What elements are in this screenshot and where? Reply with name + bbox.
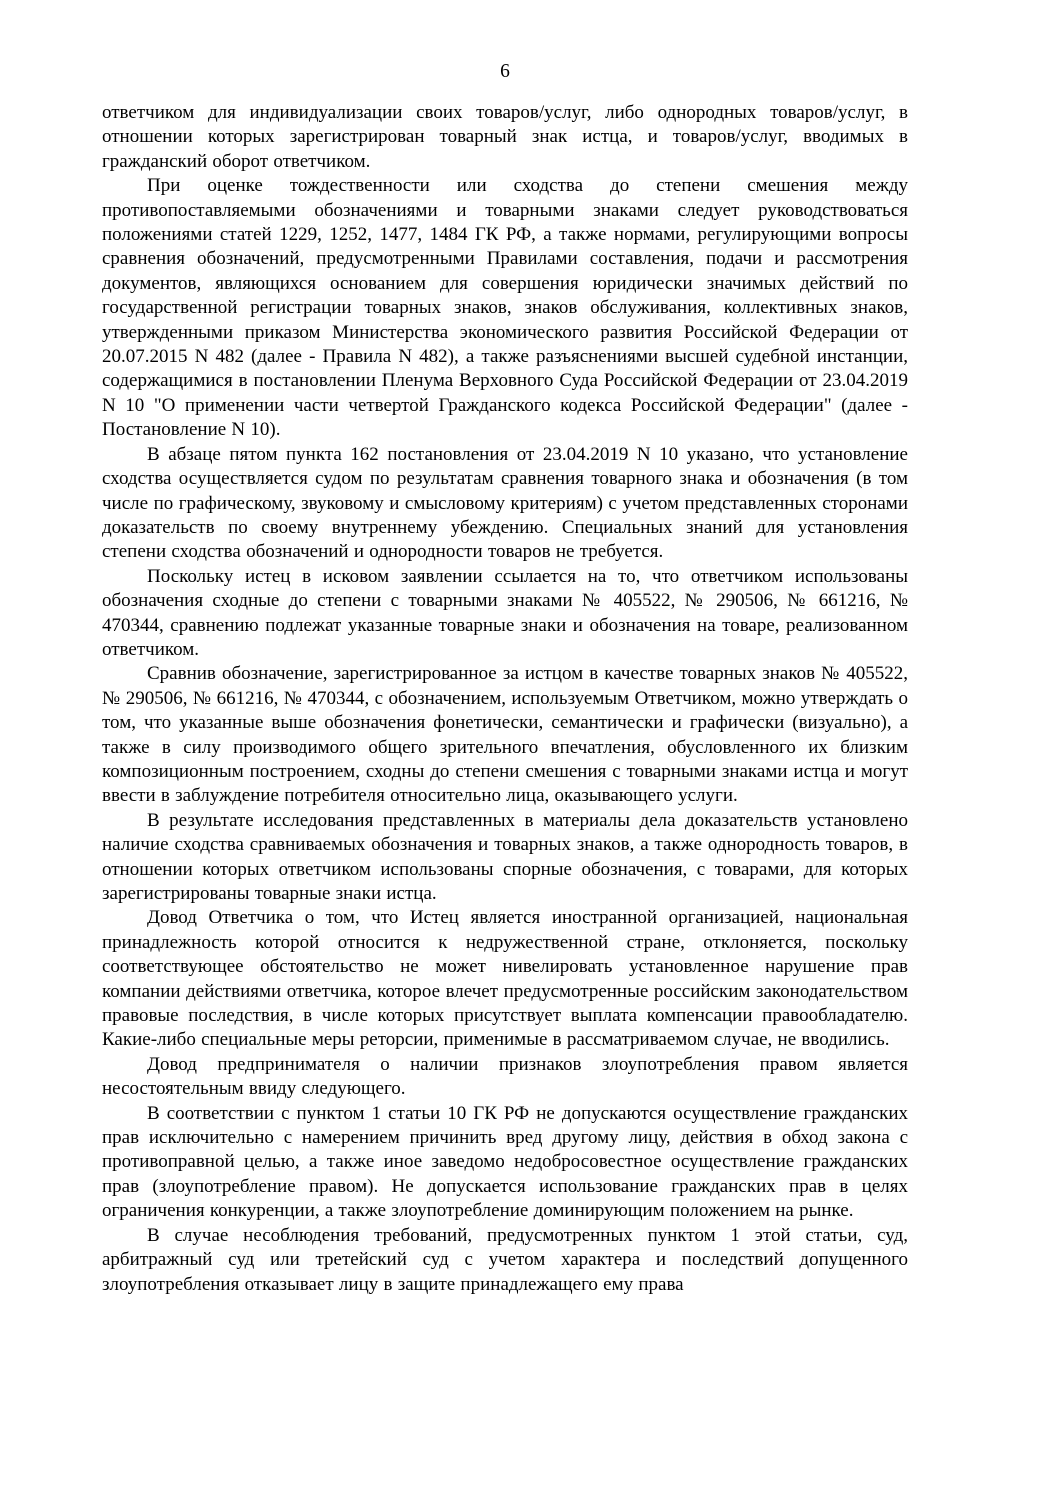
paragraph: ответчиком для индивидуализации своих товаров/услуг, либо однородных товаров/услуг, в отношении которых зарегистрирован товарный знак истца, и товаров/услуг, вводимых в гражданский оборот ответчиком. [102,102,908,172]
paragraph: В результате исследования представленных в материалы дела доказательств установлено наличие сходства сравниваемых обозначения и товарных знаков, а также однородность товаров, в отношении которых ответчиком использованы спорные обозначения, с товарами, для которых зарегистрированы товарные знаки истца. [102,809,908,904]
paragraph: В соответствии с пунктом 1 статьи 10 ГК РФ не допускаются осуществление гражданских прав исключительно с намерением причинить вред другому лицу, действия в обход закона с противоправной целью, а также иное заведомо недобросовестное осуществление гражданских прав (злоупотребление правом). Не допускается использование гражданских прав в целях ограничения конкуренции, а также злоупотребление доминирующим положением на рынке. [102,1102,908,1222]
document-body [102,101,908,1297]
paragraph: Сравнив обозначение, зарегистрированное за истцом в качестве товарных знаков № 405522, № 290506, № 661216, № 470344, с обозначением, используемым Ответчиком, можно утверждать о том, что указанные выше обозначения фонетически, семантически и графически (визуально), а также в силу производимого общего зрительного впечатления, обусловленного их близким композиционным построением, сходны до степени смешения с товарными знаками истца и могут ввести в заблуждение потребителя относительно лица, оказывающего услуги. [102,663,908,807]
paragraph: Довод Ответчика о том, что Истец является иностранной организацией, национальная принадлежность которой относится к недружественной стране, отклоняется, поскольку соответствующее обстоятельство не может нивелировать установленное нарушение прав компании действиями ответчика, которое влечет предусмотренные российским законодательством правовые последствия, в числе которых присутствует выплата компенсации правообладателю. Какие-либо специальные меры реторсии, применимые в рассматриваемом случае, не вводились. [102,907,908,1051]
paragraph: При оценке тождественности или сходства до степени смешения между противопоставляемыми обозначениями и товарными знаками следует руководствоваться положениями статей 1229, 1252, 1477, 1484 ГК РФ, а также нормами, регулирующими вопросы сравнения обозначений, предусмотренными Правилами составления, подачи и рассмотрения документов, являющихся основанием для совершения юридически значимых действий по государственной регистрации товарных знаков, знаков обслуживания, коллективных знаков, утвержденными приказом Министерства экономического развития Российской Федерации от 20.07.2015 N 482 (далее - Правила N 482), а также разъяснениями высшей судебной инстанции, содержащимися в постановлении Пленума Верховного Суда Российской Федерации от 23.04.2019 N 10 "О применении части четвертой Гражданского кодекса Российской Федерации" (далее - Постановление N 10). [102,175,908,441]
page-number: 6 [500,61,510,82]
paragraph: Поскольку истец в исковом заявлении ссылается на то, что ответчиком использованы обозначения сходные до степени с товарными знаками № 405522, № 290506, № 661216, № 470344, сравнению подлежат указанные товарные знаки и обозначения на товаре, реализованном ответчиком. [102,565,908,660]
paragraph: В абзаце пятом пункта 162 постановления от 23.04.2019 N 10 указано, что установление сходства осуществляется судом по результатам сравнения товарного знака и обозначения (в том числе по графическому, звуковому и смысловому критериям) с учетом представленных сторонами доказательств по своему внутреннему убеждению. Специальных знаний для установления степени сходства обозначений и однородности товаров не требуется. [102,443,908,563]
paragraph: Довод предпринимателя о наличии признаков злоупотребления правом является несостоятельным ввиду следующего. [102,1053,908,1100]
paragraph: В случае несоблюдения требований, предусмотренных пунктом 1 этой статьи, суд, арбитражный суд или третейский суд с учетом характера и последствий допущенного злоупотребления отказывает лицу в защите принадлежащего ему права [102,1224,908,1295]
